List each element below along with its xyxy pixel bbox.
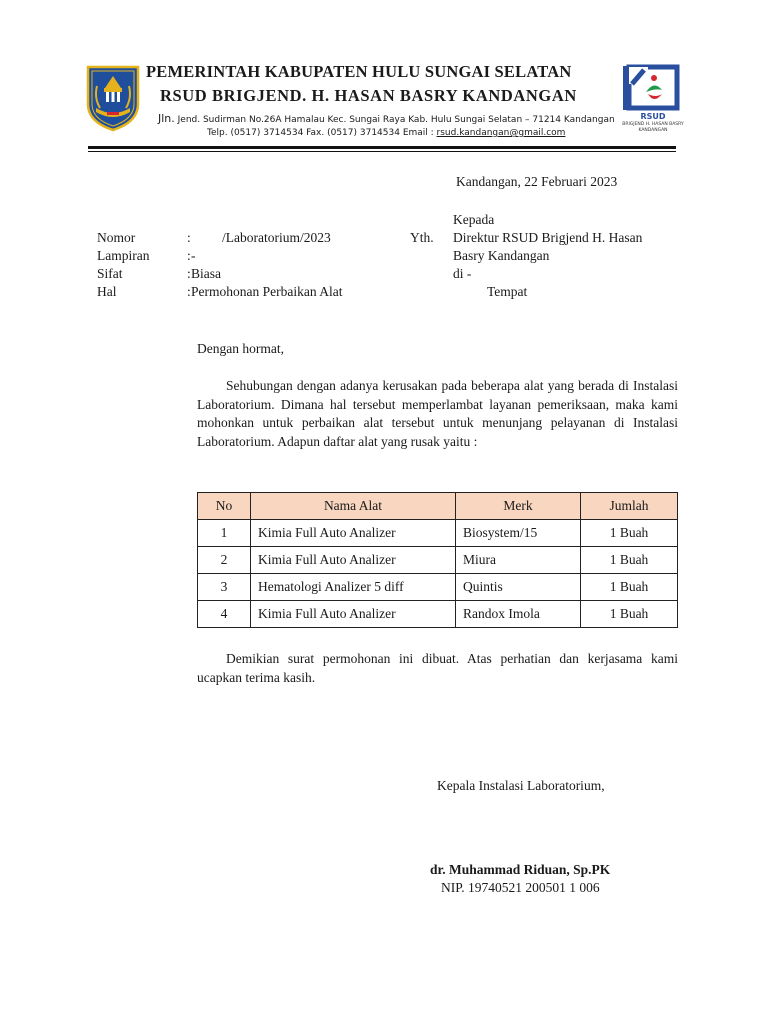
meta-value-hal: Permohonan Perbaikan Alat <box>191 284 343 299</box>
table-row <box>198 520 678 547</box>
letterhead-rule-thin <box>88 151 676 152</box>
cell-jumlah: 1 Buah <box>581 601 678 628</box>
meta-label-sifat: Sifat <box>97 266 123 281</box>
cell-jumlah: 1 Buah <box>581 520 678 547</box>
recipient-line4: Tempat <box>487 284 528 299</box>
date-line: Kandangan, 22 Februari 2023 <box>456 174 618 189</box>
meta-value-lampiran: - <box>191 248 196 263</box>
recipient-line3: di - <box>453 266 472 281</box>
meta-sep-hal: : <box>187 284 191 299</box>
cell-nama-alat: Kimia Full Auto Analizer <box>251 601 456 628</box>
recipient-line1: Direktur RSUD Brigjend H. Hasan <box>453 230 643 245</box>
email-link[interactable]: rsud.kandangan@gmail.com <box>436 128 566 138</box>
recipient-yth: Yth. <box>410 230 434 245</box>
rsud-logo-label: RSUD <box>640 112 666 121</box>
equipment-table <box>197 492 678 628</box>
cell-no: 2 <box>198 547 251 574</box>
rsud-logo-icon <box>618 64 688 114</box>
signature-nip: NIP. 19740521 200501 1 006 <box>441 880 600 895</box>
signature-title: Kepala Instalasi Laboratorium, <box>437 778 605 793</box>
table-header-row <box>198 493 678 520</box>
meta-label-hal: Hal <box>97 284 117 299</box>
rsud-logo <box>618 64 688 136</box>
cell-nama-alat: Hematologi Analizer 5 diff <box>251 574 456 601</box>
cell-merk: Biosystem/15 <box>456 520 581 547</box>
letterhead-contact <box>207 128 565 138</box>
col-header-jumlah: Jumlah <box>581 493 678 520</box>
col-header-nama-alat: Nama Alat <box>251 493 456 520</box>
recipient-line2: Basry Kandangan <box>453 248 550 263</box>
address-text: Jend. Sudirman No.26A Hamalau Kec. Sungai Raya Kab. Hulu Sungai Selatan – 71214 Kandangan <box>174 115 615 125</box>
recipient-kepada: Kepada <box>453 212 495 227</box>
cell-nama-alat: Kimia Full Auto Analizer <box>251 520 456 547</box>
contact-text: Telp. (0517) 3714534 Fax. (0517) 3714534 Email : <box>207 128 437 138</box>
cell-no: 4 <box>198 601 251 628</box>
letterhead-government: PEMERINTAH KABUPATEN HULU SUNGAI SELATAN <box>146 62 572 81</box>
cell-no: 3 <box>198 574 251 601</box>
table-row <box>198 547 678 574</box>
signature-name: dr. Muhammad Riduan, Sp.PK <box>430 862 611 877</box>
table-row <box>198 574 678 601</box>
cell-merk: Quintis <box>456 574 581 601</box>
table-row <box>198 601 678 628</box>
meta-label-lampiran: Lampiran <box>97 248 150 263</box>
cell-jumlah: 1 Buah <box>581 574 678 601</box>
letterhead-rule <box>88 146 676 149</box>
kabupaten-emblem-icon <box>84 64 142 132</box>
body-paragraph: Sehubungan dengan adanya kerusakan pada beberapa alat yang berada di Instalasi Laboratorium. Dimana hal tersebut memperlambat layanan pemeriksaan, maka kami mohonkan untuk perbaikan alat tersebut untuk menunjang pelayanan di Instalasi Laboratorium. Adapun daftar alat yang rusak yaitu : <box>197 378 678 450</box>
meta-sep-sifat: : <box>187 266 191 281</box>
letterhead-hospital: RSUD BRIGJEND. H. HASAN BASRY KANDANGAN <box>160 86 577 105</box>
col-header-no: No <box>198 493 251 520</box>
cell-nama-alat: Kimia Full Auto Analizer <box>251 547 456 574</box>
cell-merk: Miura <box>456 547 581 574</box>
cell-no: 1 <box>198 520 251 547</box>
meta-sep-lampiran: : <box>187 248 191 263</box>
col-header-merk: Merk <box>456 493 581 520</box>
meta-sep-nomor: : <box>187 230 191 245</box>
closing-paragraph: Demikian surat permohonan ini dibuat. Atas perhatian dan kerjasama kami ucapkan terima kasih. <box>197 651 678 685</box>
letterhead-address <box>158 112 615 125</box>
meta-value-sifat: Biasa <box>191 266 221 281</box>
rsud-logo-sublabel: BRIGJEND H. HASAN BASRY KANDANGAN <box>622 122 684 133</box>
cell-jumlah: 1 Buah <box>581 547 678 574</box>
meta-label-nomor: Nomor <box>97 230 136 245</box>
meta-value-nomor: /Laboratorium/2023 <box>222 230 331 245</box>
greeting: Dengan hormat, <box>197 341 284 356</box>
cell-merk: Randox Imola <box>456 601 581 628</box>
address-prefix: Jln. <box>158 112 175 125</box>
